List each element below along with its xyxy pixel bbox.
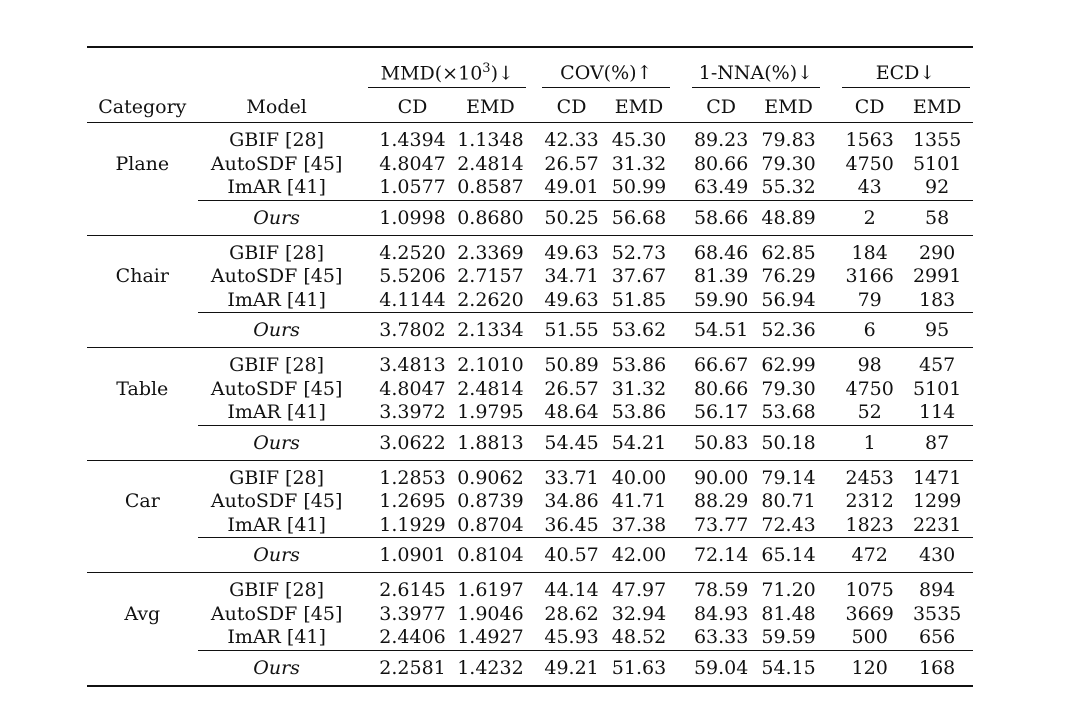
value-cell: 79.83 [761,129,816,151]
results-table [87,46,973,687]
sub-header: CD [368,92,456,123]
model-cell: AutoSDF [45] [210,265,343,287]
value-cell: 1075 [845,579,894,601]
value-cell: 49.01 [544,176,599,198]
table-row [87,460,973,490]
group-header-row [87,47,973,92]
value-cell: 37.67 [611,265,667,287]
value-cell: 59.04 [688,650,753,686]
value-cell: 1299 [912,490,962,512]
group-header-cov: COV(%)↑ [539,47,674,92]
value-cell: 2.4406 [379,626,446,648]
value-cell: 49.63 [544,288,599,311]
category-cell: Chair [115,265,169,287]
value-cell: 53.86 [611,401,667,423]
value-cell: 1.1929 [379,513,446,536]
value-cell: 55.32 [761,176,816,198]
value-cell: 3.3972 [379,401,446,423]
value-cell: 26.57 [544,377,599,400]
value-cell: 72.14 [688,538,753,573]
table-row [87,289,973,313]
value-cell: 63.33 [693,626,749,648]
table-row [87,235,973,265]
value-cell: 88.29 [693,490,749,512]
value-cell: 45.30 [611,129,667,151]
value-cell: 37.38 [611,513,667,536]
value-cell: 73.77 [693,513,749,536]
value-cell: 56.68 [604,200,674,235]
category-cell: Plane [115,152,170,175]
value-cell: 47.97 [611,579,667,601]
value-cell: 1563 [845,129,894,151]
model-cell: GBIF [28] [229,129,325,151]
table-row-ours [87,425,973,460]
value-cell: 2.2620 [457,288,524,311]
value-cell: 79.30 [761,152,816,175]
value-cell: 44.14 [544,579,599,601]
value-cell: 50.18 [754,425,824,460]
sub-header: CD [539,92,604,123]
value-cell: 50.25 [539,200,604,235]
table-row [87,123,973,153]
value-cell: 62.85 [761,241,816,264]
value-cell: 5101 [912,152,962,175]
category-header: Category [87,92,198,123]
value-cell: 50.83 [688,425,753,460]
value-cell: 42.33 [544,129,599,151]
value-cell: 1.6197 [457,579,524,601]
value-cell: 1471 [912,466,962,489]
value-cell: 1.8813 [457,425,524,460]
value-cell: 50.99 [611,176,667,198]
model-cell: AutoSDF [45] [210,152,343,175]
value-cell: 59.90 [693,288,749,311]
value-cell: 52 [857,401,882,423]
value-cell: 41.71 [611,490,667,512]
value-cell: 53.62 [604,313,674,348]
value-cell: 81.48 [761,602,816,625]
value-cell: 52.36 [754,313,824,348]
value-cell: 34.71 [544,265,599,287]
value-cell: 1 [838,425,901,460]
value-cell: 1.4232 [457,650,524,686]
model-header: Model [198,92,356,123]
value-cell: 1.2695 [379,490,446,512]
table-row [87,378,973,402]
model-cell: ImAR [41] [227,626,326,648]
value-cell: 81.39 [693,265,749,287]
value-cell: 290 [919,241,956,264]
value-cell: 3669 [845,602,894,625]
value-cell: 58.66 [688,200,753,235]
value-cell: 0.8739 [457,490,524,512]
sub-header: EMD [457,92,524,123]
value-cell: 114 [919,401,956,423]
value-cell: 71.20 [761,579,816,601]
value-cell: 6 [838,313,901,348]
value-cell: 76.29 [761,265,816,287]
value-cell: 63.49 [693,176,749,198]
value-cell: 2 [838,200,901,235]
value-cell: 656 [919,626,956,648]
model-cell: AutoSDF [45] [210,490,343,512]
value-cell: 49.21 [539,650,604,686]
value-cell: 1355 [912,129,962,151]
value-cell: 56.17 [693,401,749,423]
value-cell: 0.8704 [457,513,524,536]
sub-header: CD [688,92,753,123]
value-cell: 4.8047 [379,377,446,400]
value-cell: 54.21 [604,425,674,460]
value-cell: 2231 [912,513,962,536]
value-cell: 43 [857,176,882,198]
value-cell: 3.4813 [379,354,446,376]
value-cell: 52.73 [611,241,667,264]
value-cell: 2.2581 [368,650,456,686]
value-cell: 2.4814 [457,152,524,175]
sub-header-row [87,92,973,123]
value-cell: 1.2853 [379,466,446,489]
value-cell: 1.9795 [457,401,524,423]
value-cell: 0.8104 [457,538,524,573]
sub-header: EMD [754,92,824,123]
value-cell: 45.93 [544,626,599,648]
category-cell: Avg [124,602,161,625]
value-cell: 50.89 [544,354,599,376]
sub-header: EMD [901,92,973,123]
value-cell: 48.52 [611,626,667,648]
model-cell: Ours [198,425,356,460]
value-cell: 32.94 [611,602,667,625]
model-cell: Ours [198,313,356,348]
value-cell: 51.63 [604,650,674,686]
value-cell: 2.1334 [457,313,524,348]
model-cell: ImAR [41] [227,513,326,536]
value-cell: 168 [901,650,973,686]
category-cell: Table [116,377,169,400]
model-cell: Ours [198,650,356,686]
value-cell: 2312 [845,490,894,512]
value-cell: 66.67 [693,354,749,376]
value-cell: 2991 [912,265,962,287]
value-cell: 2.4814 [457,377,524,400]
value-cell: 54.15 [754,650,824,686]
value-cell: 68.46 [693,241,749,264]
value-cell: 472 [838,538,901,573]
value-cell: 1.0577 [379,176,446,198]
value-cell: 34.86 [544,490,599,512]
value-cell: 0.8587 [457,176,524,198]
value-cell: 90.00 [693,466,749,489]
value-cell: 4.2520 [379,241,446,264]
value-cell: 1.4927 [457,626,524,648]
value-cell: 80.66 [693,377,749,400]
value-cell: 120 [838,650,901,686]
value-cell: 42.00 [604,538,674,573]
value-cell: 1.0901 [368,538,456,573]
model-cell: ImAR [41] [227,288,326,311]
category-cell: Car [124,490,160,512]
table-row [87,490,973,514]
model-cell: GBIF [28] [229,466,325,489]
value-cell: 0.8680 [457,200,524,235]
group-header-nna: 1-NNA(%)↓ [688,47,823,92]
value-cell: 4.1144 [379,288,446,311]
value-cell: 4750 [845,152,894,175]
sub-header: EMD [604,92,674,123]
value-cell: 40.00 [611,466,667,489]
table-row-ours [87,650,973,686]
value-cell: 48.89 [754,200,824,235]
value-cell: 184 [851,241,888,264]
value-cell: 26.57 [544,152,599,175]
value-cell: 56.94 [761,288,816,311]
value-cell: 48.64 [544,401,599,423]
value-cell: 31.32 [611,152,667,175]
value-cell: 3.0622 [368,425,456,460]
value-cell: 54.45 [539,425,604,460]
table-row-ours [87,313,973,348]
value-cell: 53.68 [761,401,816,423]
value-cell: 31.32 [611,377,667,400]
model-cell: ImAR [41] [227,401,326,423]
value-cell: 40.57 [539,538,604,573]
value-cell: 894 [919,579,956,601]
value-cell: 1.1348 [457,129,524,151]
value-cell: 89.23 [693,129,749,151]
table-row [87,603,973,627]
value-cell: 80.71 [761,490,816,512]
value-cell: 3535 [912,602,962,625]
table-row [87,401,973,425]
value-cell: 183 [919,288,956,311]
model-cell: ImAR [41] [227,176,326,198]
value-cell: 78.59 [693,579,749,601]
value-cell: 98 [857,354,882,376]
value-cell: 79.30 [761,377,816,400]
value-cell: 36.45 [544,513,599,536]
value-cell: 3.3977 [379,602,446,625]
value-cell: 1.4394 [379,129,446,151]
value-cell: 62.99 [761,354,816,376]
value-cell: 49.63 [544,241,599,264]
value-cell: 65.14 [754,538,824,573]
model-cell: Ours [198,200,356,235]
value-cell: 58 [901,200,973,235]
value-cell: 4750 [845,377,894,400]
value-cell: 87 [901,425,973,460]
value-cell: 1.0998 [368,200,456,235]
group-header-mmd: $MMD(\times 10^3)↓$ [368,47,524,92]
value-cell: 33.71 [544,466,599,489]
value-cell: 84.93 [693,602,749,625]
value-cell: 3166 [845,265,894,287]
value-cell: 4.8047 [379,152,446,175]
value-cell: 500 [851,626,888,648]
value-cell: 2.3369 [457,241,524,264]
value-cell: 5.5206 [379,265,446,287]
value-cell: 28.62 [544,602,599,625]
value-cell: 72.43 [761,513,816,536]
value-cell: 2.1010 [457,354,524,376]
table-row-ours [87,200,973,235]
model-cell: AutoSDF [45] [210,377,343,400]
value-cell: 92 [925,176,950,198]
table-row [87,573,973,603]
value-cell: 430 [901,538,973,573]
value-cell: 2.6145 [379,579,446,601]
value-cell: 1.9046 [457,602,524,625]
value-cell: 53.86 [611,354,667,376]
model-cell: AutoSDF [45] [210,602,343,625]
table-row [87,514,973,538]
value-cell: 51.85 [611,288,667,311]
table-row [87,348,973,378]
value-cell: 1823 [845,513,894,536]
value-cell: 59.59 [761,626,816,648]
table-row [87,176,973,200]
value-cell: 2.7157 [457,265,524,287]
value-cell: 2453 [845,466,894,489]
model-cell: GBIF [28] [229,579,325,601]
sub-header: CD [838,92,901,123]
group-header-ecd: ECD↓ [838,47,973,92]
value-cell: 457 [919,354,956,376]
value-cell: 95 [901,313,973,348]
value-cell: 54.51 [688,313,753,348]
value-cell: 0.9062 [457,466,524,489]
value-cell: 79 [857,288,882,311]
model-cell: Ours [198,538,356,573]
value-cell: 3.7802 [368,313,456,348]
value-cell: 51.55 [539,313,604,348]
table-row [87,626,973,650]
model-cell: GBIF [28] [229,354,325,376]
value-cell: 79.14 [761,466,816,489]
value-cell: 5101 [912,377,962,400]
table-row-ours [87,538,973,573]
model-cell: GBIF [28] [229,241,325,264]
value-cell: 80.66 [693,152,749,175]
table-row [87,265,973,289]
table-row [87,153,973,177]
